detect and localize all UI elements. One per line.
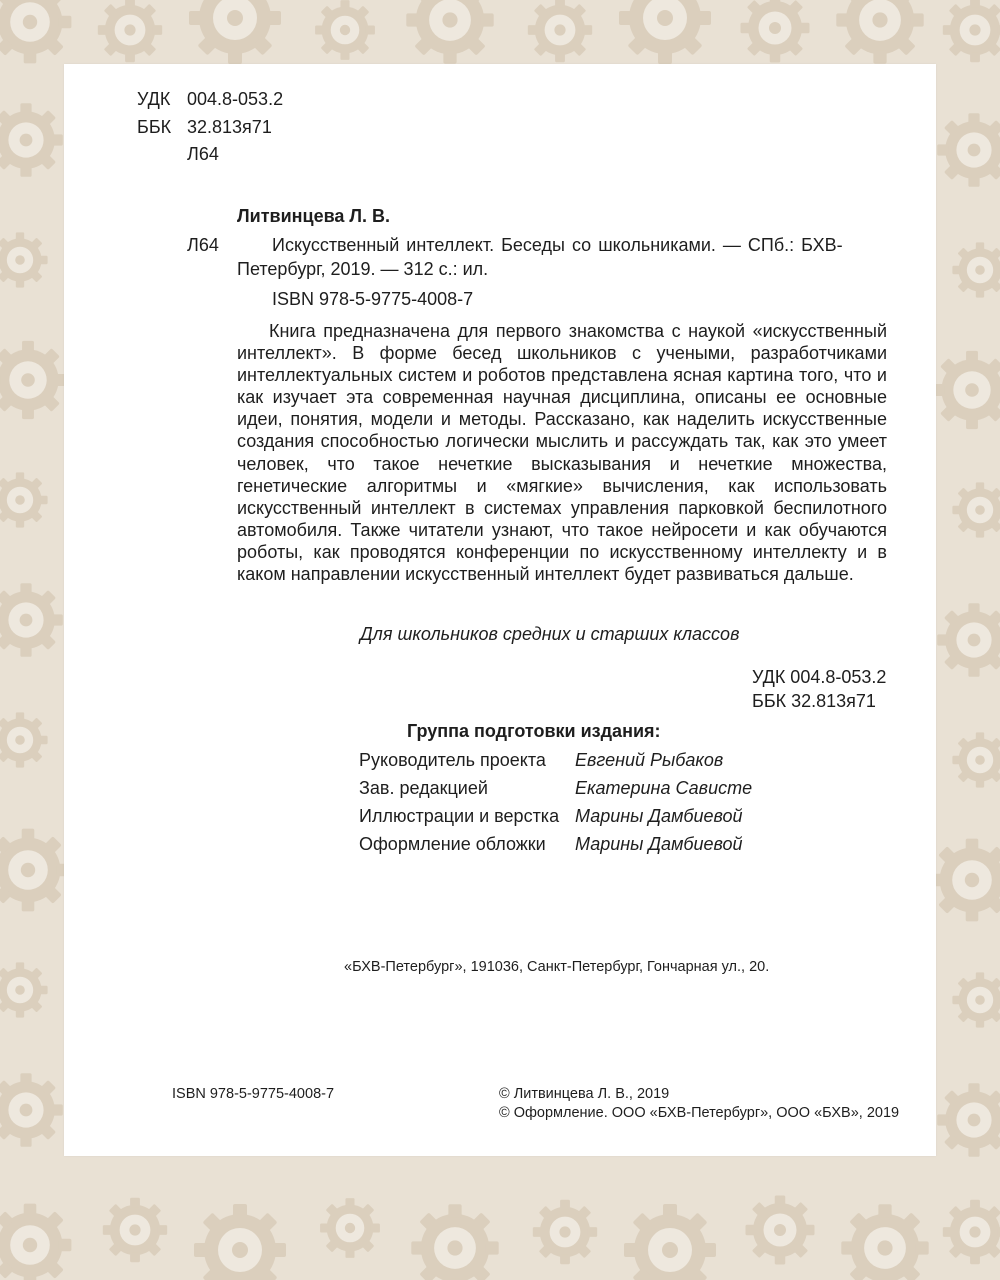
bbk-classification: ББК 32.813я71	[752, 691, 876, 711]
publisher-address: «БХВ-Петербург», 191036, Санкт-Петербург, Гончарная ул., 20.	[344, 959, 770, 975]
team-member: Марины Дамбиевой	[575, 806, 743, 826]
abstract-block	[237, 320, 887, 585]
bbk-value: 32.813я71	[187, 117, 272, 137]
udk-classification: УДК 004.8-053.2	[752, 667, 887, 687]
copyright-author: © Литвинцева Л. В., 2019	[499, 1086, 670, 1102]
bib-line-2: Петербург, 2019. — 312 с.: ил.	[237, 259, 489, 279]
bib-mark: Л64	[187, 235, 219, 255]
team-member: Евгений Рыбаков	[575, 750, 724, 770]
udk-label: УДК	[137, 89, 171, 109]
team-title: Группа подготовки издания:	[407, 721, 661, 741]
team-member: Екатерина Сависте	[575, 778, 753, 798]
bib-line-1: Искусственный интеллект. Беседы со школьниками. — СПб.: БХВ-	[272, 235, 843, 255]
team-role: Оформление обложки	[359, 834, 546, 854]
book-page	[64, 64, 936, 1156]
gear-row-bottom	[0, 1196, 1000, 1280]
bib-isbn: ISBN 978-5-9775-4008-7	[272, 289, 474, 309]
footer-isbn: ISBN 978-5-9775-4008-7	[172, 1086, 335, 1102]
team-member: Марины Дамбиевой	[575, 834, 743, 854]
author-mark: Л64	[187, 144, 219, 164]
audience-note: Для школьников средних и старших классов	[360, 624, 740, 644]
team-role: Руководитель проекта	[359, 750, 546, 770]
author-name: Литвинцева Л. В.	[237, 206, 391, 226]
gear-row-top	[0, 0, 1000, 64]
abstract-text: Книга предназначена для первого знакомства с наукой «искусственный интеллект». В форме бесед школьников с учеными, разработчиками интеллектуальных систем и роботов представлена ясная картина того, что и как изучает эта современная научная дисциплина, описаны ее основные идеи, понятия, модели и методы. Рассказано, как наделить искусственные создания способностью логически мыслить и рассуждать так, как это умеет человек, что такое нечеткие высказывания и нечеткие множества, генетические алгоритмы и «мягкие» вычисления, как использовать искусственный интеллект в системах управления парковкой беспилотного автомобиля. Также читатели узнают, что такое нейросети и как обучаются роботы, как проводятся конференции по искусственному интеллекту и в каком направлении искусственный интеллект будет развиваться дальше.	[237, 321, 887, 585]
copyright-design: © Оформление. ООО «БХВ-Петербург», ООО «БХВ», 2019	[499, 1105, 900, 1121]
gear-column-left	[0, 103, 69, 1147]
team-role: Зав. редакцией	[359, 778, 488, 798]
udk-value: 004.8-053.2	[187, 89, 284, 109]
team-role: Иллюстрации и верстка	[359, 806, 560, 826]
gear-column-right	[931, 113, 1000, 1157]
bbk-label: ББК	[137, 117, 172, 137]
